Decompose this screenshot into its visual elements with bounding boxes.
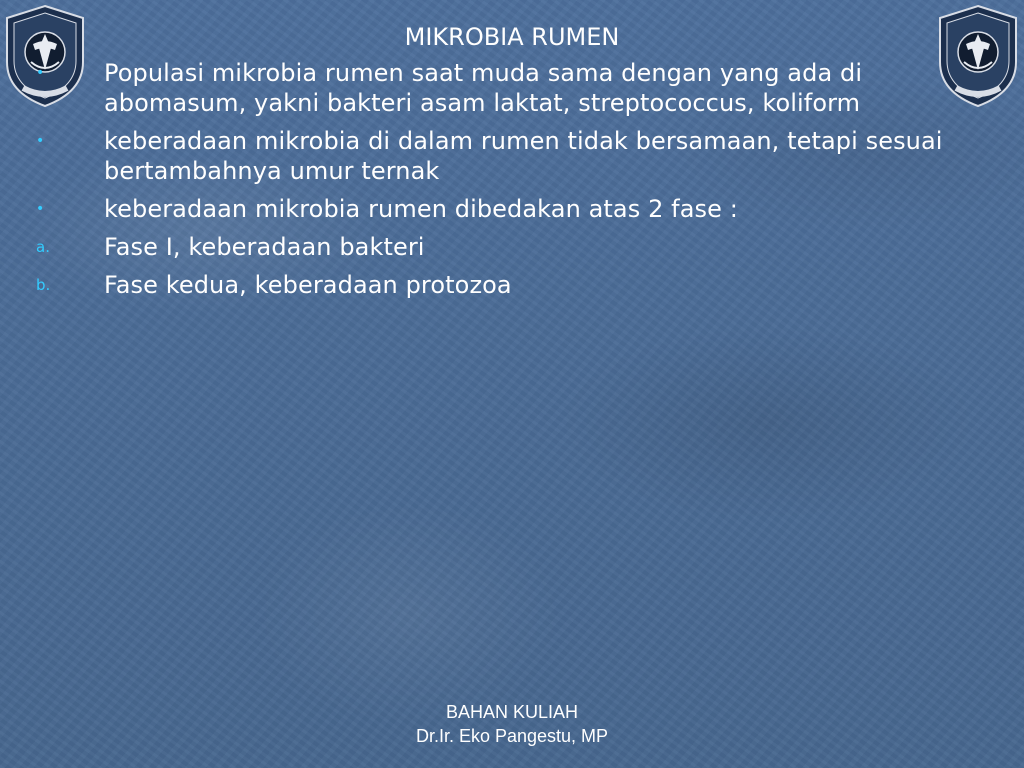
list-item bbox=[0, 126, 1024, 186]
list-item-text: keberadaan mikrobia di dalam rumen tidak bersamaan, tetapi sesuai bertambahnya umur ternak bbox=[104, 127, 943, 185]
bullet-list bbox=[0, 58, 1024, 308]
list-item-text: Fase kedua, keberadaan protozoa bbox=[104, 271, 512, 299]
list-item-text: keberadaan mikrobia rumen dibedakan atas 2 fase : bbox=[104, 195, 738, 223]
letter-marker: b. bbox=[36, 276, 51, 294]
list-item bbox=[0, 58, 1024, 118]
footer bbox=[0, 700, 1024, 748]
letter-marker: a. bbox=[36, 238, 50, 256]
slide-title: MIKROBIA RUMEN bbox=[404, 23, 620, 51]
footer-course: BAHAN KULIAH bbox=[445, 702, 579, 722]
list-item-text: Fase I, keberadaan bakteri bbox=[104, 233, 425, 261]
bullet-marker: • bbox=[36, 65, 45, 81]
list-item-text: Populasi mikrobia rumen saat muda sama dengan yang ada di abomasum, yakni bakteri asam laktat, streptococcus, koliform bbox=[104, 59, 863, 117]
bullet-marker: • bbox=[36, 201, 45, 217]
list-item bbox=[0, 270, 1024, 300]
list-item bbox=[0, 194, 1024, 224]
list-item bbox=[0, 232, 1024, 262]
footer-author: Dr.Ir. Eko Pangestu, MP bbox=[415, 726, 609, 746]
bullet-marker: • bbox=[36, 133, 45, 149]
